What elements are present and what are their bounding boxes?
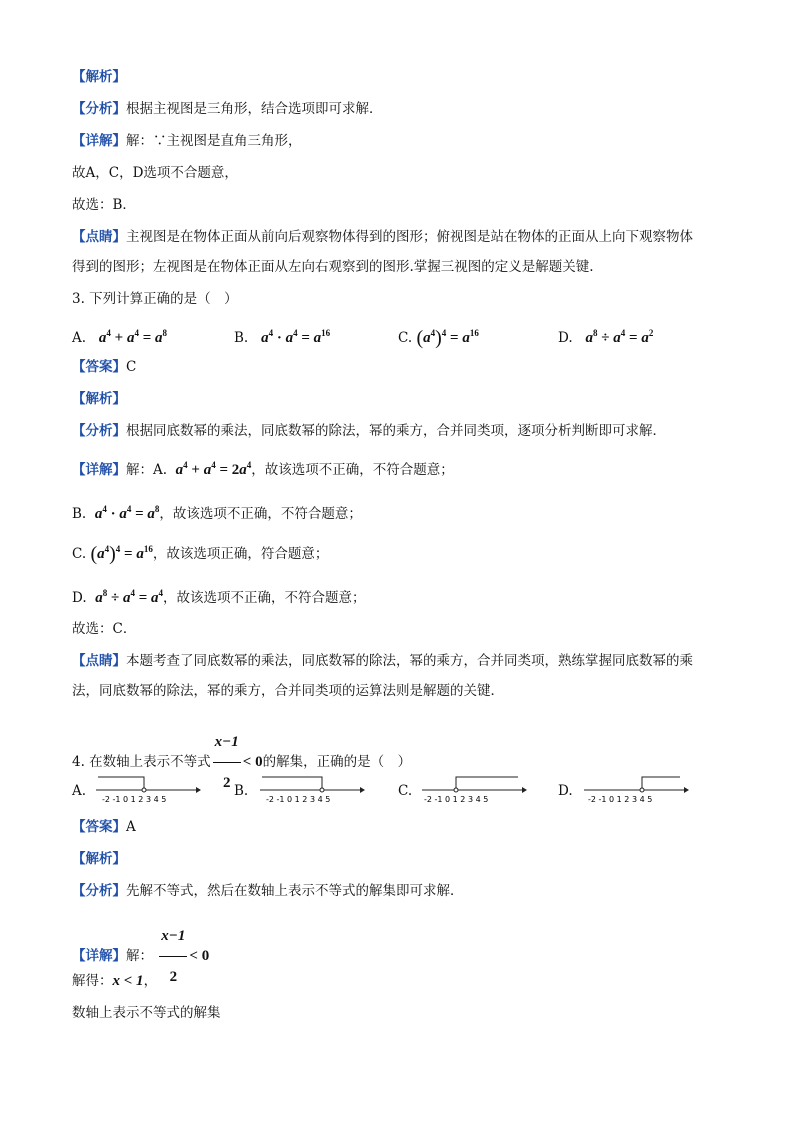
q3-stem: 3. 下列计算正确的是（ ）: [72, 291, 238, 307]
q3-choose: 故选：C．: [72, 621, 137, 637]
q4-analysis: 【分析】先解不等式，然后在数轴上表示不等式的解集即可求解．: [72, 883, 464, 899]
s1-detail: 【详解】解：∵主视图是直角三角形，: [72, 133, 302, 149]
s1-line4: 故选：B．: [72, 197, 136, 213]
q3-option-c: C. $(a^4)^4 = a^{16}$: [398, 327, 479, 349]
q4-option-b-numberline: [256, 772, 366, 806]
q3-option-d: D. $a^8 \div a^4 = a^2$: [558, 328, 654, 346]
q3-detail-c: C. $(a^4)^4 = a^{16}$，故该选项正确，符合题意；: [72, 543, 329, 565]
svg-text:-2 -1 0 1 2 3 4 5: -2 -1 0 1 2 3 4 5: [588, 795, 653, 804]
svg-text:-2 -1 0 1 2 3 4 5: -2 -1 0 1 2 3 4 5: [102, 795, 167, 804]
q3-detail-d: D. $a^8 \div a^4 = a^4$，故该选项不正确，不符合题意；: [72, 588, 366, 606]
q4-option-a-numberline: [92, 772, 202, 806]
s1-line3: 故A，C，D选项不合题意，: [72, 165, 238, 181]
q3-comment-cont: 法，同底数幂的除法，幂的乘方，合并同类项的运算法则是解题的关键．: [72, 683, 504, 699]
q3-jiexi: 【解析】: [72, 391, 126, 407]
s1-analysis: 【分析】根据主视图是三角形，结合选项即可求解．: [72, 101, 383, 117]
q3-detail-a: 【详解】解：A. $a^4 + a^4 = 2a^4$，故该选项不正确，不符合题意；: [72, 460, 454, 478]
q4-option-d-numberline: [580, 772, 690, 806]
q4-solve: 解得：x < 1，: [72, 973, 158, 989]
q3-option-b: B. $a^4 \cdot a^4 = a^{16}$: [234, 328, 331, 346]
q4-jiexi: 【解析】: [72, 851, 126, 867]
q4-detail-fraction: $\frac{x-1}{2}$: [159, 916, 187, 997]
q4-detail: 【详解】解： $\frac{x-1}{2}$ < 0: [72, 916, 209, 997]
svg-text:-2 -1 0 1 2 3 4 5: -2 -1 0 1 2 3 4 5: [266, 795, 331, 804]
q4-stem: 4. 在数轴上表示不等式 $\frac{x-1}{2}$ < 0的解集，正确的是（ ）: [72, 722, 411, 803]
q3-option-a: A. $a^4 + a^4 = a^8$: [72, 328, 168, 346]
q4-option-a-label: A.: [72, 783, 87, 799]
svg-text:-2 -1 0 1 2 3 4 5: -2 -1 0 1 2 3 4 5: [424, 795, 489, 804]
q3-detail-b: B. $a^4 \cdot a^4 = a^8$，故该选项不正确，不符合题意；: [72, 504, 362, 522]
q4-stem-fraction: $\frac{x-1}{2}$: [213, 722, 241, 803]
s1-comment: 【点睛】主视图是在物体正面从前向后观察物体得到的图形；俯视图是站在物体的正面从上向下观察物体: [72, 229, 693, 245]
q3-comment: 【点睛】本题考查了同底数幂的乘法，同底数幂的除法，幂的乘方，合并同类项，熟练掌握同底数幂的乘: [72, 653, 693, 669]
q4-last-line: 数轴上表示不等式的解集: [72, 1005, 221, 1021]
q3-analysis: 【分析】根据同底数幂的乘法，同底数幂的除法，幂的乘方，合并同类项，逐项分析判断即可求解．: [72, 423, 666, 439]
q4-option-c-numberline: [418, 772, 528, 806]
q4-answer: 【答案】A: [72, 819, 136, 835]
q3-answer: 【答案】C: [72, 359, 137, 375]
q4-option-c-label: C.: [398, 783, 413, 799]
q4-option-d-label: D.: [558, 783, 573, 799]
q4-option-b-label: B.: [234, 783, 249, 799]
s1-comment-cont: 得到的图形；左视图是在物体正面从左向右观察到的图形.掌握三视图的定义是解题关键.: [72, 259, 594, 275]
s1-jiexi: 【解析】: [72, 69, 126, 85]
